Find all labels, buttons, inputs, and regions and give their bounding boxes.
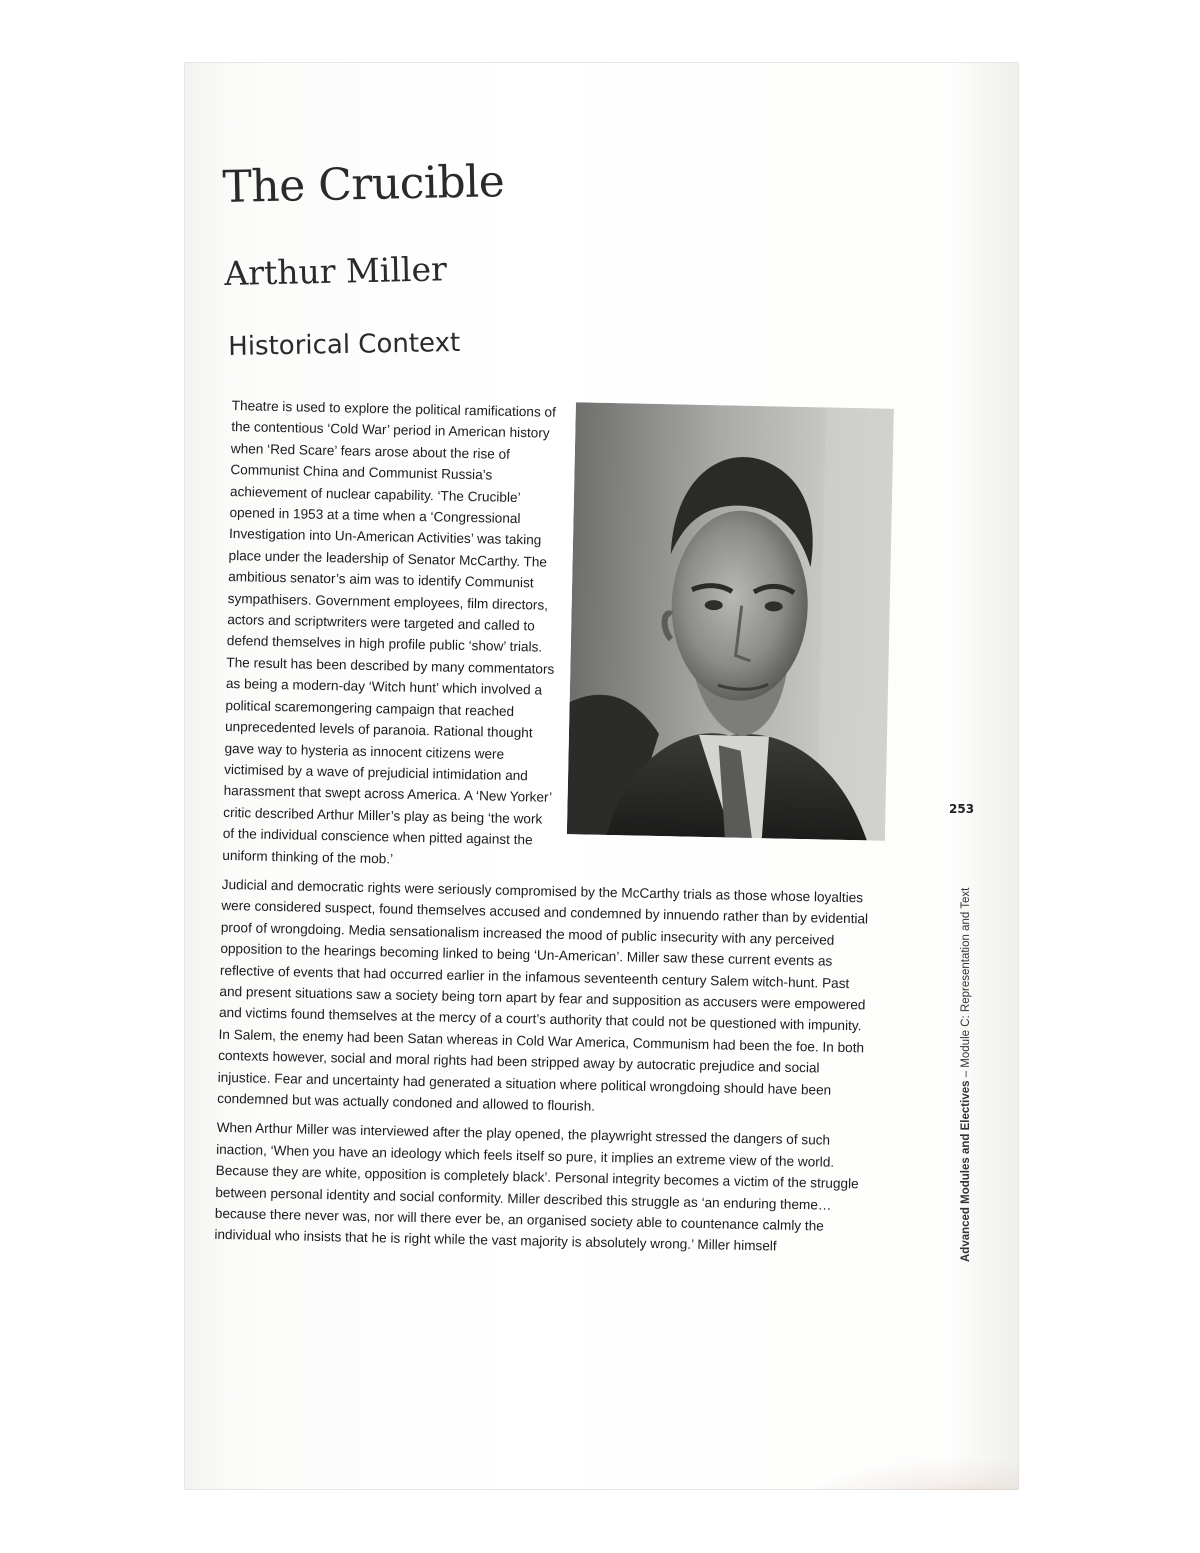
- paragraph: When Arthur Miller was interviewed after the play opened, the playwright stressed the dangers of such inaction, ‘When you have an ideology which feels itself so pure, it implies an extreme view of the world. Because they are white, opposition is completely black’. Personal integrity becomes a victim of the struggle between personal identity and social conformity. Miller described this struggle as ‘an enduring theme…because there never was, nor will there ever be, an organised society able to countenance calmly the individual who insists that he is right while the vast majority is absolutely wrong.’ Miller himself: [214, 1120, 859, 1255]
- book-title: The Crucible: [222, 156, 505, 213]
- running-header-bold: Advanced Modules and Electives: [960, 1080, 972, 1262]
- body-text: [214, 395, 886, 1267]
- finger-shadow: [784, 1457, 1019, 1490]
- paragraph: Theatre is used to explore the political ramifications of the contentious ‘Cold War’ period in American history when ‘Red Scare’ fears arose about the rise of Communist China and Communist Russia’s achievement of nuclear capability. ‘The Crucible’ opened in 1953 at a time when a ‘Congressional Investigation into Un-American Activities’ was taking place under the leadership of Senator McCarthy. The ambitious senator’s aim was to identify Communist sympathisers. Government employees, film directors, actors and scriptwriters were targeted and called to defend themselves in high profile public ‘show’ trials. The result has been described by many commentators as being a modern-day ‘Witch hunt’ which involved a political scaremongering campaign that reached unprecedented levels of paranoia. Rational thought gave way to hysteria as innocent citizens were victimised by a wave of prejudicial intimidation and harassment that swept across America. A ‘New Yorker’ critic described Arthur Miller’s play as being ‘the work of the individual conscience when pitted against the uniform thinking of the mob.’: [222, 397, 557, 867]
- running-header: [960, 888, 972, 1262]
- paragraph: Judicial and democratic rights were seriously compromised by the McCarthy trials as those whose loyalties were considered suspect, found themselves accused and condemned by innuendo rather than by evidential proof of wrongdoing. Media sensationalism increased the mood of public insecurity with any perceived opposition to the hearings becoming linked to being ‘Un-American’. Miller saw these current events as reflective of events that had occurred earlier in the infamous seventeenth century Salem witch-hunt. Past and present situations saw a society being torn apart by fear and supposition as accusers were empowered and victims found themselves at the mercy of a court’s authority that could not be questioned with impunity. In Salem, the enemy had been Satan whereas in Cold War America, Communism had been the foe. In both contexts however, social and moral rights had been stripped away by autocratic prejudice and social injustice. Fear and uncertainty had generated a situation where political wrongdoing should have been condemned but was actually condoned and allowed to flourish.: [217, 876, 869, 1114]
- author-name: Arthur Miller: [224, 249, 448, 293]
- section-heading: Historical Context: [228, 327, 461, 362]
- portrait-photo-icon: [567, 402, 894, 841]
- page-number: 253: [949, 802, 975, 816]
- book-page: [184, 62, 1019, 1490]
- running-header-rest: – Module C: Representation and Text: [960, 887, 972, 1081]
